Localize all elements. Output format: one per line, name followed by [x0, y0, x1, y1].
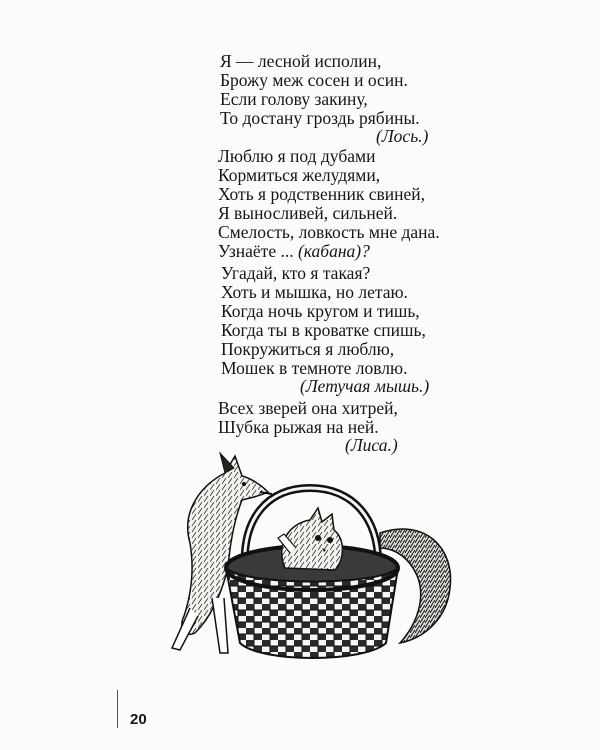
riddle-answer: (Лось.) — [376, 126, 429, 146]
verse-line: То достану гроздь рябины. — [220, 108, 420, 128]
verse-line: Покружиться я люблю, — [221, 339, 395, 359]
verse-line: Люблю я под дубами — [218, 146, 376, 166]
verse-line: Я — лесной исполин, — [220, 51, 382, 71]
wicker-basket — [226, 488, 398, 658]
verse-line: Кормиться желудями, — [218, 165, 381, 185]
verse-line: Хоть и мышка, но летаю. — [221, 282, 408, 302]
verse-line: Когда ты в кроватке спишь, — [221, 320, 426, 340]
riddle-answer: (кабана)? — [297, 241, 370, 261]
verse-line: Когда ночь кругом и тишь, — [221, 301, 420, 321]
verse-line: Я выносливей, сильней. — [218, 203, 398, 223]
fox-and-kittens-in-basket-illustration — [150, 448, 480, 683]
bleed-through-text — [214, 58, 218, 75]
riddle-answer: (Летучая мышь.) — [300, 376, 430, 396]
verse-line: Шубка рыжая на ней. — [218, 417, 379, 437]
verse-line: Брожу меж сосен и осин. — [220, 70, 408, 90]
kitten-figure — [278, 508, 342, 570]
verse-line: Мошек в темноте ловлю. — [221, 358, 408, 378]
verse-line: Всех зверей она хитрей, — [218, 398, 398, 418]
verse-line: Смелость, ловкость мне дана. — [218, 222, 440, 242]
riddle-answer: (Лиса.) — [345, 435, 398, 455]
page-number: 20 — [130, 711, 147, 728]
verse-line: Угадай, кто я такая? — [221, 263, 371, 283]
page-edge-line — [117, 690, 118, 728]
verse-line: Если голову закину, — [220, 89, 368, 109]
verse-line — [218, 242, 370, 261]
verse-line: Хоть я родственник свиней, — [218, 184, 425, 204]
verse-text: Узнаёте ... — [218, 241, 294, 261]
